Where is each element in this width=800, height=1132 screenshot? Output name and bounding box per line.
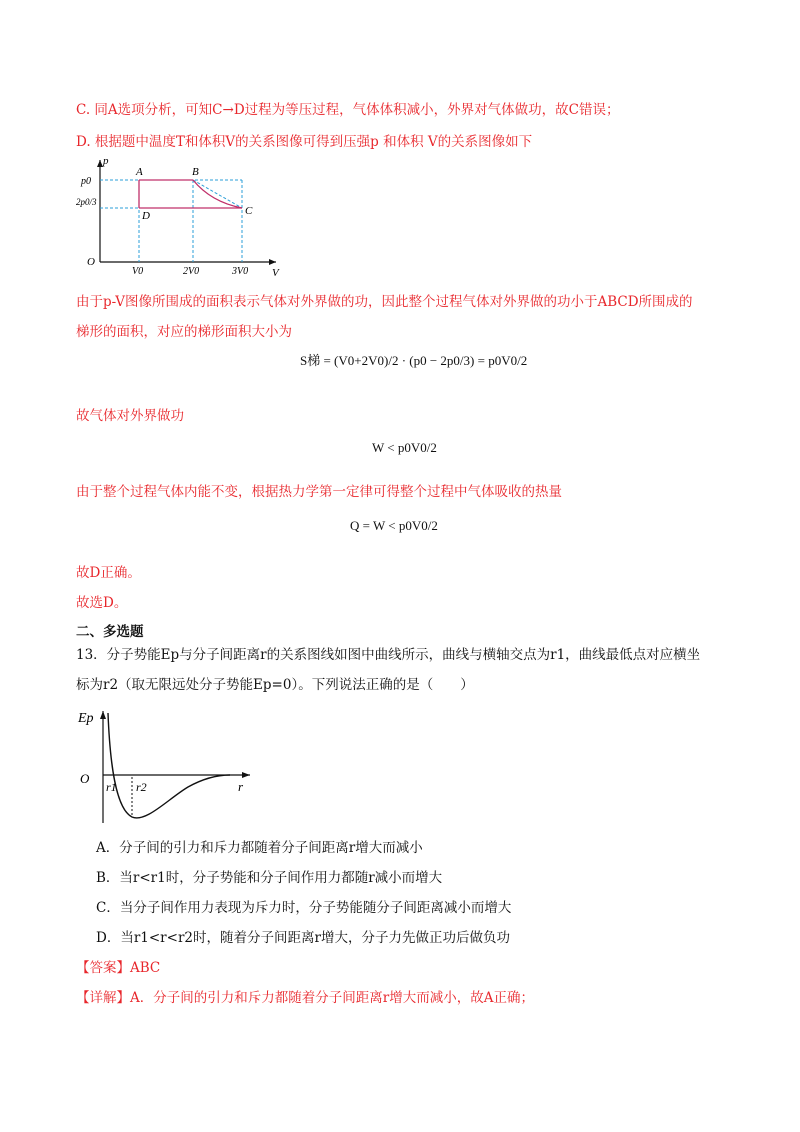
question-13-line-1: 13．分子势能Ep与分子间距离r的关系图线如图中曲线所示，曲线与横轴交点为r1，曲线最低点对应横坐	[76, 647, 701, 663]
d-correct-text: 故D正确。	[76, 565, 141, 581]
pv-y-label: p	[103, 155, 109, 167]
detail-text: A．分子间的引力和斥力都随着分子间距离r增大而减小，故A正确；	[130, 990, 534, 1006]
pv-origin: O	[87, 256, 95, 268]
tick-2v0: 2V0	[183, 266, 200, 277]
mark-r2: r2	[136, 780, 147, 794]
point-d: D	[142, 210, 150, 222]
heat-equation: Q = W < p0V0/2	[350, 518, 438, 533]
point-b: B	[192, 166, 199, 178]
c-option-text: C. 同A选项分析，可知C→D过程为等压过程，气体体积减小，外界对气体做功，故C错误；	[76, 102, 620, 118]
ep-x-label: r	[238, 779, 244, 794]
detail-line	[76, 988, 534, 1008]
answer-label: 【答案】	[76, 960, 130, 976]
option-a: A．分子间的引力和斥力都随着分子间距离r增大而减小	[96, 840, 423, 856]
option-c: C．当分子间作用力表现为斥力时，分子势能随分子间距离减小而增大	[96, 900, 512, 916]
work-equation: W < p0V0/2	[372, 440, 437, 455]
trapezoid-equation: S梯 = (V0+2V0)/2 · (p0 − 2p0/3) = p0V0/2	[300, 353, 528, 368]
answer-value: ABC	[130, 960, 161, 976]
tick-v0: V0	[132, 266, 144, 277]
ep-y-label: Ep	[78, 711, 94, 726]
ep-origin: O	[80, 771, 90, 786]
area-text-1: 由于p-V图像所围成的面积表示气体对外界做的功，因此整个过程气体对外界做的功小于ABCD所围成的	[76, 294, 693, 310]
heat-text: 由于整个过程气体内能不变，根据热力学第一定律可得整个过程中气体吸收的热量	[76, 484, 562, 500]
option-b: B．当r<r1时，分子势能和分子间作用力都随r减小而增大	[96, 870, 443, 886]
d-option-text: D. 根据题中温度T和体积V的关系图像可得到压强p 和体积 V的关系图像如下	[76, 134, 533, 150]
section-title: 二、多选题	[76, 624, 144, 640]
ep-graph	[76, 705, 266, 825]
tick-2p0-3: 2p0/3	[76, 197, 97, 207]
question-13-line-2: 标为r2（取无限远处分子势能Ep=0）。下列说法正确的是（ ）	[76, 677, 474, 693]
mark-r1: r1	[106, 780, 117, 794]
work-text: 故气体对外界做功	[76, 408, 184, 424]
tick-p0: p0	[81, 176, 91, 187]
pv-x-label: V	[272, 267, 279, 279]
choose-d-text: 故选D。	[76, 595, 128, 611]
pv-graph	[76, 152, 286, 282]
point-c: C	[245, 205, 253, 217]
tick-3v0: 3V0	[232, 266, 249, 277]
answer-line	[76, 958, 160, 978]
option-d: D．当r1<r<r2时，随着分子间距离r增大，分子力先做正功后做负功	[96, 930, 510, 946]
point-a: A	[136, 166, 143, 178]
area-text-2: 梯形的面积，对应的梯形面积大小为	[76, 324, 292, 340]
detail-label: 【详解】	[76, 990, 130, 1006]
